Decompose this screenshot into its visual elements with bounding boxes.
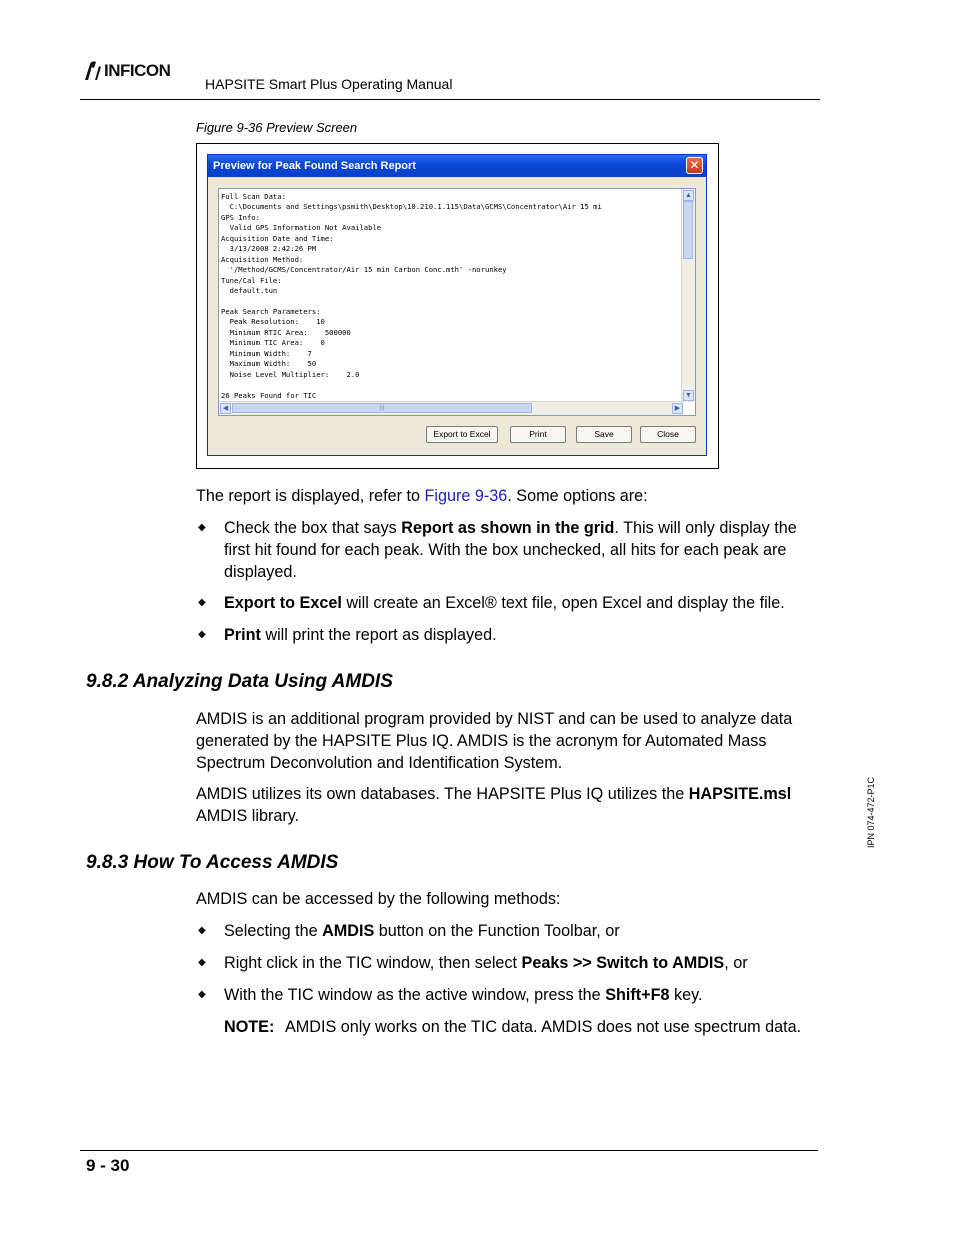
- report-line: Full Scan Data:: [221, 192, 286, 201]
- option-item: [224, 624, 818, 646]
- note-text: AMDIS only works on the TIC data. AMDIS does not use spectrum data.: [285, 1018, 802, 1036]
- option-bold: Report as shown in the grid: [401, 519, 615, 537]
- header-divider: [80, 99, 820, 100]
- library-text-end: AMDIS library.: [196, 807, 300, 825]
- diamond-bullet-icon: ◆: [198, 597, 206, 608]
- footer-divider: [80, 1150, 818, 1151]
- diamond-bullet-icon: ◆: [198, 629, 206, 640]
- figure-frame: [196, 143, 719, 469]
- method-text: With the TIC window as the active window, press the: [224, 986, 606, 1004]
- method-item: [224, 952, 818, 974]
- scroll-right-icon[interactable]: ▶: [672, 403, 683, 414]
- method-text: key.: [669, 986, 703, 1004]
- manual-title: HAPSITE Smart Plus Operating Manual: [205, 76, 453, 92]
- report-line: '/Method/GCMS/Concentrator/Air 15 min Carbon Conc.mth' -norunkey: [221, 265, 507, 275]
- report-line: default.tun: [221, 286, 278, 296]
- option-text: will print the report as displayed.: [260, 626, 497, 644]
- amdis-library-paragraph: [196, 783, 818, 827]
- method-bold: AMDIS: [322, 922, 375, 940]
- report-line: [221, 297, 681, 307]
- report-line: Acquisition Date and Time:: [221, 233, 334, 243]
- close-icon[interactable]: ✕: [686, 157, 703, 174]
- diamond-bullet-icon: ◆: [198, 989, 206, 1000]
- report-line: Minimum Width: 7: [221, 348, 312, 358]
- option-text: Check the box that says: [224, 519, 402, 537]
- option-bold: Export to Excel: [224, 594, 342, 612]
- section-heading-983: 9.8.3 How To Access AMDIS: [86, 852, 339, 873]
- method-text: , or: [724, 954, 748, 972]
- report-line: [221, 380, 681, 390]
- vertical-scroll-thumb[interactable]: [683, 201, 693, 259]
- horizontal-scrollbar[interactable]: [219, 401, 684, 415]
- section-heading-982: 9.8.2 Analyzing Data Using AMDIS: [86, 671, 393, 692]
- close-button[interactable]: Close: [640, 426, 696, 443]
- page-number: 9 - 30: [86, 1156, 130, 1175]
- report-line: GPS Info:: [221, 212, 260, 222]
- method-text: Selecting the: [224, 922, 323, 940]
- report-line: Maximum Width: 50: [221, 359, 317, 369]
- method-text: Right click in the TIC window, then select: [224, 954, 522, 972]
- scroll-left-icon[interactable]: ◀: [220, 403, 231, 414]
- diamond-bullet-icon: ◆: [198, 925, 206, 936]
- intro-paragraph: [196, 485, 816, 507]
- method-item: [224, 984, 818, 1006]
- report-line: 26 Peaks Found for TIC: [221, 390, 317, 400]
- figure-caption: Figure 9-36 Preview Screen: [196, 120, 358, 135]
- report-line: Noise Level Multiplier: 2.0: [221, 369, 360, 379]
- amdis-description: AMDIS is an additional program provided by NIST and can be used to analyze data generated by the HAPSITE Plus IQ. AMDIS is the acronym for Automated Mass Spectrum Deconvolution and Identification System.: [196, 710, 793, 772]
- option-item: [224, 592, 824, 614]
- option-bold: Print: [224, 626, 261, 644]
- scroll-up-icon[interactable]: ▲: [683, 190, 694, 201]
- report-line: C:\Documents and Settings\psmith\Desktop\10.210.1.115\Data\GCMS\Concentrator\Air 15 mi: [221, 202, 602, 212]
- access-intro: AMDIS can be accessed by the following methods:: [196, 890, 561, 908]
- report-line: Minimum TIC Area: 0: [221, 338, 325, 348]
- report-line: Tune/Cal File:: [221, 275, 282, 285]
- report-text: [221, 192, 681, 402]
- report-line: Valid GPS Information Not Available: [221, 223, 382, 233]
- scroll-down-icon[interactable]: ▼: [683, 390, 694, 401]
- horizontal-scroll-thumb[interactable]: |||: [232, 403, 532, 413]
- option-text: . This will only display the first hit found for each peak. With the box unchecked, all hits for each peak are displayed.: [224, 519, 797, 581]
- window-title: Preview for Peak Found Search Report: [213, 160, 416, 172]
- preview-window: [207, 154, 707, 456]
- library-text: AMDIS utilizes its own databases. The HAPSITE Plus IQ utilizes the: [196, 785, 689, 803]
- method-item: [224, 920, 818, 942]
- logo-text: INFICON: [104, 61, 171, 80]
- intro-text-end: . Some options are:: [507, 487, 648, 505]
- option-text: will create an Excel® text file, open Excel and display the file.: [341, 594, 785, 612]
- document-code: IPN 074-472-P1C: [866, 776, 876, 848]
- library-name: HAPSITE.msl: [688, 785, 792, 803]
- window-titlebar[interactable]: [208, 155, 706, 177]
- diamond-bullet-icon: ◆: [198, 957, 206, 968]
- method-bold: Peaks >> Switch to AMDIS: [521, 954, 725, 972]
- method-text: button on the Function Toolbar, or: [374, 922, 620, 940]
- figure-link[interactable]: Figure 9-36: [424, 487, 508, 505]
- diamond-bullet-icon: ◆: [198, 522, 206, 533]
- report-text-area[interactable]: [218, 188, 696, 416]
- report-line: Minimum RTIC Area: 500000: [221, 327, 351, 337]
- method-bold: Shift+F8: [605, 986, 670, 1004]
- report-line: Acquisition Method:: [221, 254, 304, 264]
- option-item: [224, 517, 818, 583]
- save-button[interactable]: Save: [576, 426, 632, 443]
- report-line: Peak Search Parameters:: [221, 306, 321, 316]
- inficon-logo: [82, 60, 170, 82]
- inficon-logo-icon: [82, 60, 102, 82]
- export-to-excel-button[interactable]: Export to Excel: [426, 426, 498, 443]
- intro-text: The report is displayed, refer to: [196, 487, 425, 505]
- report-line: 3/13/2008 2:42:26 PM: [221, 244, 317, 254]
- vertical-scrollbar[interactable]: [681, 189, 695, 402]
- report-line: Peak Resolution: 10: [221, 317, 325, 327]
- print-button[interactable]: Print: [510, 426, 566, 443]
- note-label: NOTE:: [224, 1018, 275, 1036]
